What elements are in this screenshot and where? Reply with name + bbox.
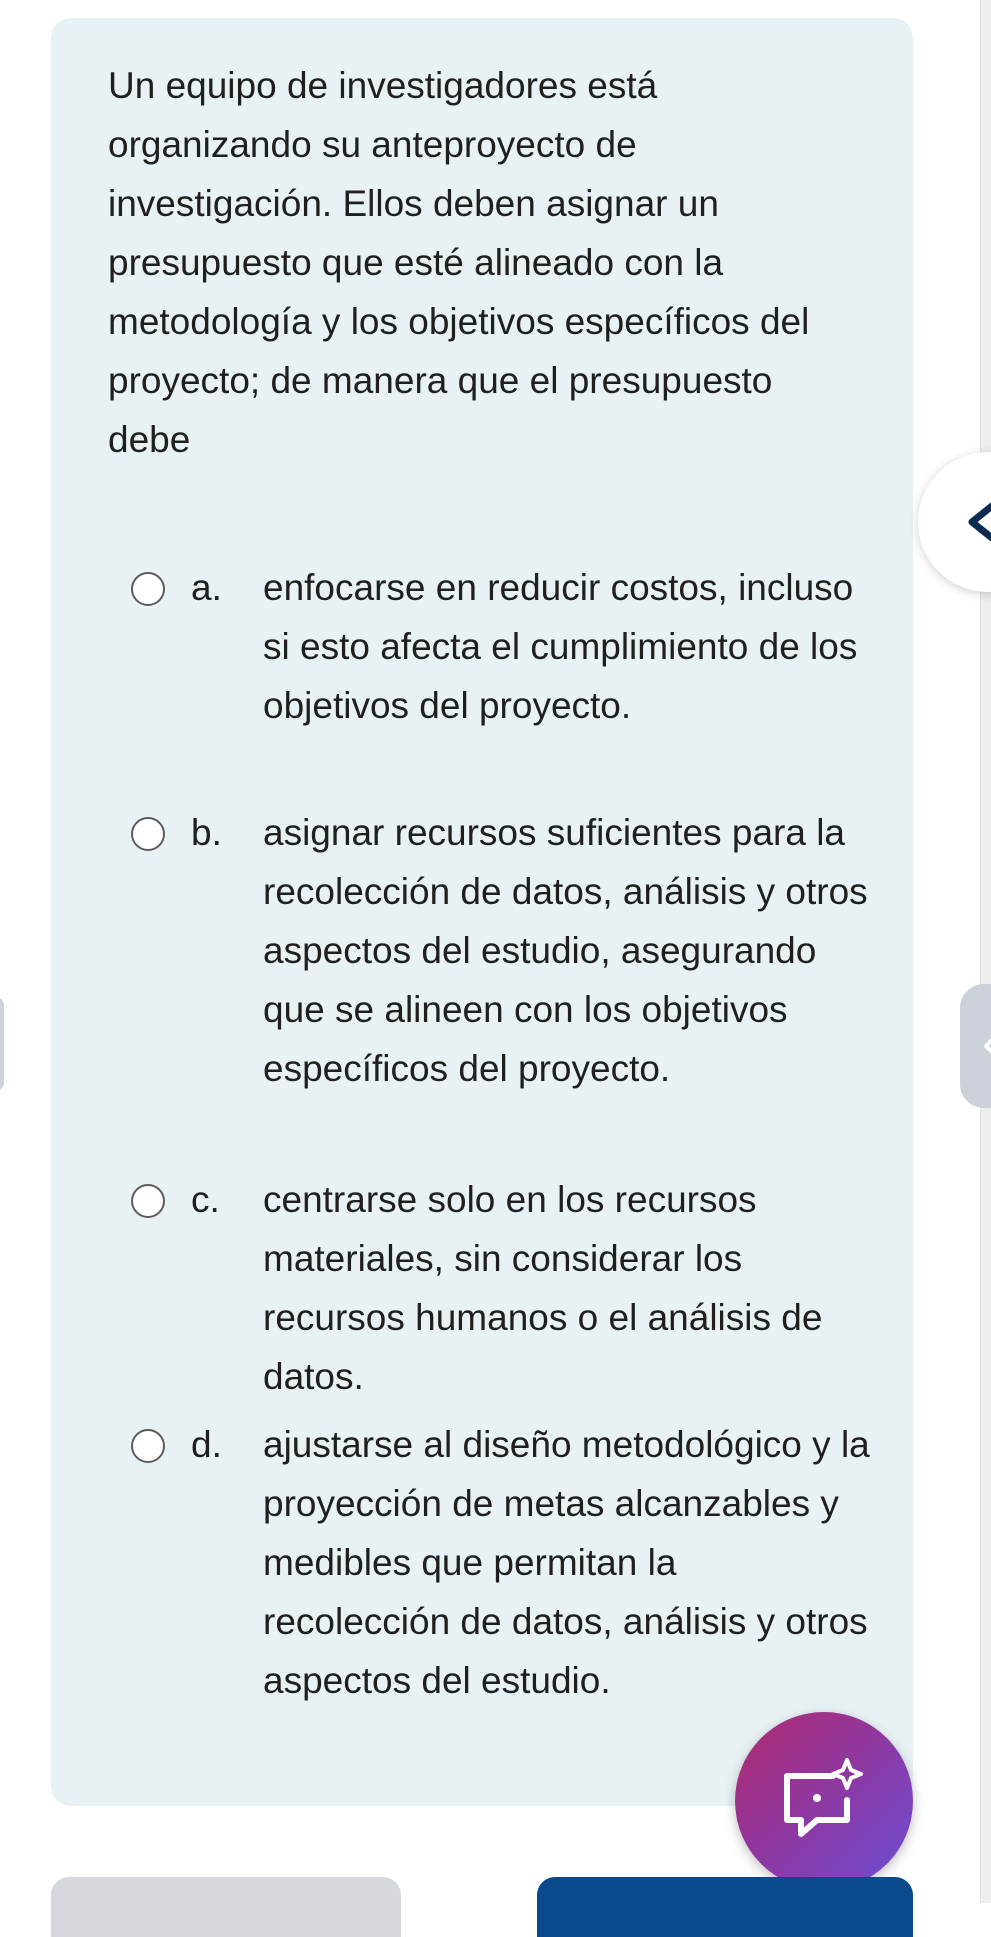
chevron-left-small-icon bbox=[982, 1032, 991, 1060]
option-d-letter: d. bbox=[191, 1424, 222, 1465]
question-card bbox=[51, 18, 913, 1806]
option-a-letter: a. bbox=[191, 567, 222, 608]
right-edge-tab[interactable] bbox=[960, 984, 991, 1108]
option-d-text: ajustarse al diseño metodológico y la proyección de metas alcanzables y medibles que permitan la recolección de datos, análisis y otros aspectos del estudio. bbox=[263, 1424, 870, 1701]
option-c-radio[interactable] bbox=[131, 1184, 165, 1218]
next-page-button[interactable] bbox=[537, 1877, 913, 1937]
left-edge-tab[interactable] bbox=[0, 996, 4, 1092]
option-b-letter: b. bbox=[191, 812, 222, 853]
ai-chat-sparkle-icon bbox=[777, 1754, 873, 1850]
assistant-chat-button[interactable] bbox=[735, 1712, 913, 1890]
page-scrollbar[interactable] bbox=[980, 0, 991, 1903]
option-d[interactable] bbox=[51, 1405, 913, 1765]
option-c[interactable] bbox=[51, 1160, 913, 1400]
previous-page-button[interactable] bbox=[51, 1877, 401, 1937]
question-text: Un equipo de investigadores está organizando su anteproyecto de investigación. Ellos deben asignar un presupuesto que esté alineado con la metodología y los objetivos específicos del proyecto; de manera que el presupuesto debe bbox=[108, 65, 810, 460]
side-panel-toggle[interactable] bbox=[918, 452, 991, 592]
option-b-text: asignar recursos suficientes para la recolección de datos, análisis y otros aspectos del estudio, asegurando que se alineen con los objetivos específicos del proyecto. bbox=[263, 812, 868, 1089]
option-c-letter: c. bbox=[191, 1179, 220, 1220]
option-a[interactable] bbox=[51, 548, 913, 788]
option-d-radio[interactable] bbox=[131, 1429, 165, 1463]
option-a-text: enfocarse en reducir costos, incluso si esto afecta el cumplimiento de los objetivos del proyecto. bbox=[263, 567, 858, 726]
option-c-text: centrarse solo en los recursos materiales, sin considerar los recursos humanos o el análisis de datos. bbox=[263, 1179, 823, 1397]
option-b-radio[interactable] bbox=[131, 817, 165, 851]
chevron-left-icon bbox=[962, 500, 991, 544]
option-a-radio[interactable] bbox=[131, 572, 165, 606]
option-b[interactable] bbox=[51, 793, 913, 1153]
